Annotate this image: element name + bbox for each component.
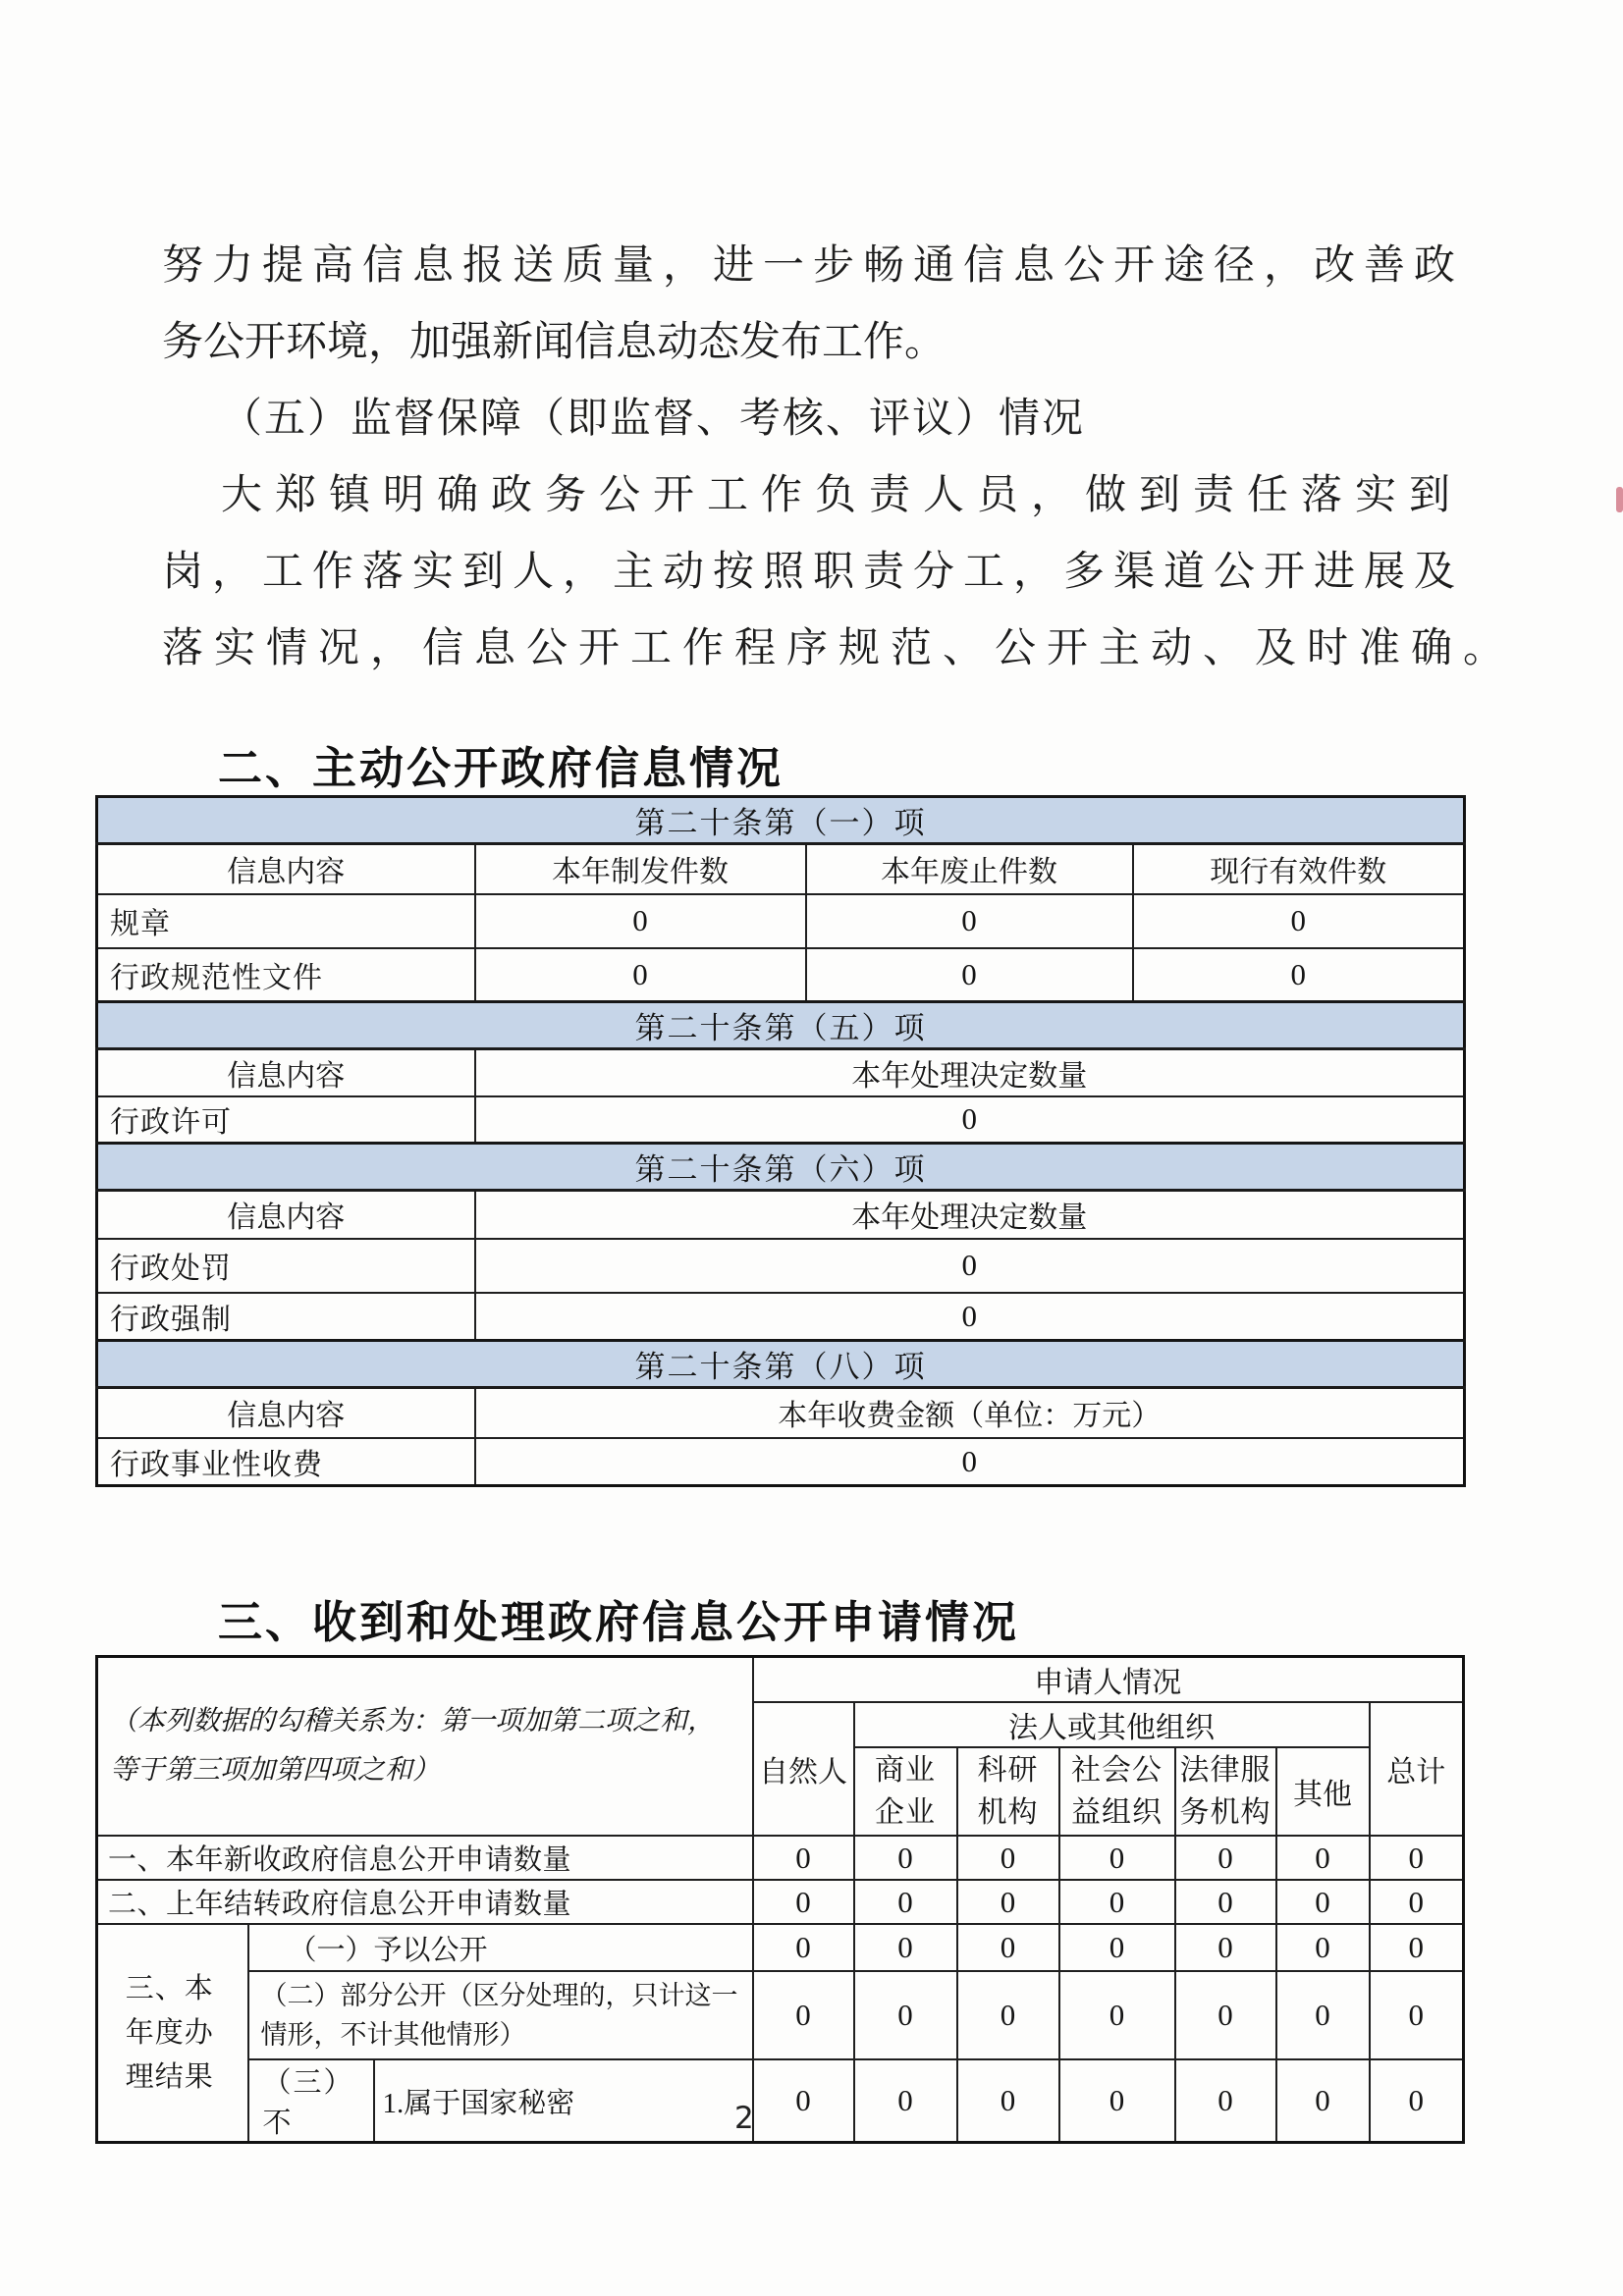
table-row [97, 894, 1465, 948]
value-cell: 0 [1059, 1880, 1175, 1924]
column-header [957, 1747, 1059, 1836]
value-cell: 0 [957, 1880, 1059, 1924]
row-label: 行政许可 [97, 1096, 475, 1144]
band-title-row [97, 1002, 1465, 1049]
column-header: 现行有效件数 [1133, 844, 1465, 894]
band-title-row [97, 797, 1465, 844]
header-row [97, 1657, 1464, 1703]
value-cell: 0 [1133, 948, 1465, 1002]
value-cell: 0 [1276, 2059, 1370, 2143]
value-cell: 0 [475, 948, 806, 1002]
band-title: 第二十条第（八）项 [97, 1341, 1465, 1388]
column-header: 本年处理决定数量 [475, 1191, 1465, 1239]
value-cell: 0 [475, 1438, 1465, 1486]
column-header: 自然人 [753, 1702, 854, 1836]
column-header-label: 商业企业 [875, 1754, 936, 1829]
column-header-label: 法律服务机构 [1179, 1754, 1271, 1829]
value-cell: 0 [1059, 1971, 1175, 2059]
red-edge-mark [1616, 487, 1623, 512]
value-cell: 0 [475, 1239, 1465, 1293]
row-label: 行政强制 [97, 1293, 475, 1341]
table-row [97, 1836, 1464, 1880]
band-title-row [97, 1341, 1465, 1388]
row-group-label [97, 1924, 248, 2143]
row-label: （三）不 [248, 2059, 374, 2143]
body-line: 落实情况，信息公开工作程序规范、公开主动、及时准确。 [162, 626, 1516, 671]
section3-heading: 三、收到和处理政府信息公开申请情况 [218, 1597, 1020, 1647]
value-cell: 0 [1059, 1924, 1175, 1971]
value-cell: 0 [1175, 1880, 1276, 1924]
column-header: 信息内容 [97, 1191, 475, 1239]
value-cell: 0 [753, 2059, 854, 2143]
value-cell: 0 [1370, 1924, 1464, 1971]
value-cell: 0 [957, 2059, 1059, 2143]
row-label: 行政事业性收费 [97, 1438, 475, 1486]
section2-heading: 二、主动公开政府信息情况 [218, 743, 784, 793]
value-cell: 0 [753, 1924, 854, 1971]
column-header-label: 科研机构 [977, 1754, 1039, 1829]
value-cell: 0 [1175, 2059, 1276, 2143]
row-sublabel: 1.属于国家秘密 [374, 2059, 753, 2143]
value-cell: 0 [854, 1880, 957, 1924]
applications-table [95, 1655, 1465, 2144]
column-header: 本年处理决定数量 [475, 1049, 1465, 1096]
value-cell: 0 [1276, 1924, 1370, 1971]
column-header: 总计 [1370, 1702, 1464, 1836]
value-cell: 0 [806, 894, 1133, 948]
row-label: （一）予以公开 [248, 1924, 753, 1971]
value-cell: 0 [1059, 2059, 1175, 2143]
column-header: 信息内容 [97, 1049, 475, 1096]
value-cell: 0 [1175, 1836, 1276, 1880]
column-header: 信息内容 [97, 1388, 475, 1438]
value-cell: 0 [1276, 1880, 1370, 1924]
row-label: 二、上年结转政府信息公开申请数量 [97, 1880, 753, 1924]
body-paragraphs [162, 228, 1516, 687]
active-disclosure-table [95, 795, 1466, 1487]
value-cell: 0 [854, 1971, 957, 2059]
value-cell: 0 [957, 1924, 1059, 1971]
table-row [97, 1924, 1464, 1971]
header-row [97, 844, 1465, 894]
value-cell: 0 [1276, 1971, 1370, 2059]
column-header: 法人或其他组织 [854, 1702, 1370, 1747]
row-label: （二）部分公开（区分处理的，只计这一情形，不计其他情形） [248, 1971, 753, 2059]
table-row [97, 1239, 1465, 1293]
column-header: 本年收费金额（单位：万元） [475, 1388, 1465, 1438]
column-header [1059, 1747, 1175, 1836]
body-line: 大郑镇明确政务公开工作负责人员，做到责任落实到 [221, 473, 1464, 518]
value-cell: 0 [854, 1836, 957, 1880]
value-cell: 0 [854, 2059, 957, 2143]
value-cell: 0 [753, 1836, 854, 1880]
value-cell: 0 [1370, 2059, 1464, 2143]
value-cell: 0 [1276, 1836, 1370, 1880]
band-title: 第二十条第（一）项 [97, 797, 1465, 844]
value-cell: 0 [475, 894, 806, 948]
body-line: 务公开环境，加强新闻信息动态发布工作。 [162, 320, 947, 365]
column-header [854, 1747, 957, 1836]
table-row [97, 1438, 1465, 1486]
row-group-label-text: 三、本年度办理结果 [125, 1972, 214, 2093]
page-number: 2 [734, 2101, 754, 2136]
table-row [97, 1293, 1465, 1341]
column-header-label: 社会公益组织 [1071, 1754, 1163, 1829]
value-cell: 0 [1175, 1971, 1276, 2059]
column-header: 信息内容 [97, 844, 475, 894]
body-line: 岗，工作落实到人，主动按照职责分工，多渠道公开进展及 [162, 550, 1465, 595]
value-cell: 0 [1133, 894, 1465, 948]
value-cell: 0 [1370, 1836, 1464, 1880]
band-title: 第二十条第（六）项 [97, 1144, 1465, 1191]
value-cell: 0 [1059, 1836, 1175, 1880]
value-cell: 0 [475, 1096, 1465, 1144]
value-cell: 0 [1370, 1880, 1464, 1924]
table-row [97, 1971, 1464, 2059]
column-header: 本年废止件数 [806, 844, 1133, 894]
body-line: （五）监督保障（即监督、考核、评议）情况 [221, 397, 1086, 442]
table-row [97, 1880, 1464, 1924]
value-cell: 0 [1175, 1924, 1276, 1971]
column-header: 申请人情况 [753, 1657, 1464, 1703]
value-cell: 0 [1370, 1971, 1464, 2059]
column-header [1175, 1747, 1276, 1836]
value-cell: 0 [753, 1971, 854, 2059]
table-row [97, 1096, 1465, 1144]
value-cell: 0 [806, 948, 1133, 1002]
table-row [97, 2059, 1464, 2143]
value-cell: 0 [475, 1293, 1465, 1341]
row-label: 行政规范性文件 [97, 948, 475, 1002]
value-cell: 0 [854, 1924, 957, 1971]
value-cell: 0 [753, 1880, 854, 1924]
value-cell: 0 [957, 1971, 1059, 2059]
band-title: 第二十条第（五）项 [97, 1002, 1465, 1049]
table-row [97, 948, 1465, 1002]
note-cell: （本列数据的勾稽关系为：第一项加第二项之和，等于第三项加第四项之和） [97, 1657, 753, 1837]
body-line: 努力提高信息报送质量，进一步畅通信息公开途径，改善政 [162, 243, 1465, 289]
row-label: 规章 [97, 894, 475, 948]
row-label: 行政处罚 [97, 1239, 475, 1293]
header-row [97, 1049, 1465, 1096]
header-row [97, 1191, 1465, 1239]
header-row [97, 1388, 1465, 1438]
value-cell: 0 [957, 1836, 1059, 1880]
column-header: 其他 [1276, 1747, 1370, 1836]
column-header: 本年制发件数 [475, 844, 806, 894]
row-label: 一、本年新收政府信息公开申请数量 [97, 1836, 753, 1880]
band-title-row [97, 1144, 1465, 1191]
